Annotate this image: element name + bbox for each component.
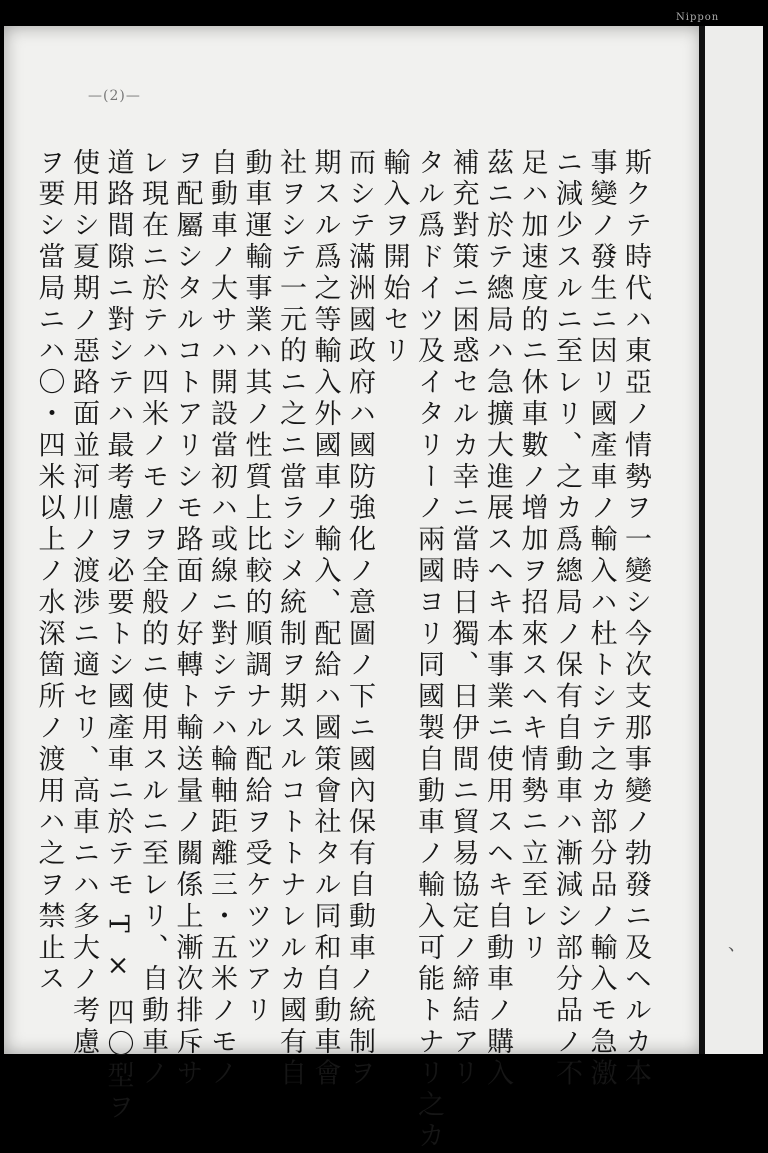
page-number: —(2)— — [88, 88, 141, 104]
text-column: 而シテ滿洲國政府ハ國防強化ノ意圖ノ下ニ國內保有自動車ノ統制ヲ — [344, 148, 375, 1090]
text-column: ヲ配屬シタルコトアリシモ路面ノ好轉ト輸送量ノ關係上漸次排斥サ — [171, 148, 203, 1090]
vertical-text-block — [33, 148, 651, 1153]
text-column: ニ減少スルニ至レリ、之カ爲總局ノ保有自動車ハ漸減シ部分品ノ不 — [551, 148, 582, 1090]
text-column: 茲ニ於テ總局ハ急擴大進展スヘキ本事業ニ使用スヘキ自動車ノ購入 — [482, 148, 513, 1090]
text-column: 輸入ヲ開始セリ — [378, 148, 410, 368]
text-column: 道路間隙ニ對シテハ最考慮ヲ必要トシ國產車ニ於テモ T × 四〇型ヲ — [102, 148, 134, 1124]
next-page-edge — [705, 26, 763, 1054]
text-column: タル爲ドイツ及イタリーノ兩國ヨリ同國製自動車ノ輸入可能トナリ之カ — [413, 148, 444, 1153]
text-column: 斯クテ時代ハ東亞ノ情勢ヲ一變シ今次支那事變ノ勃發ニ及ヘルカ本 — [620, 148, 651, 1090]
text-column: ヲ要シ當局ニハ〇・四米以上ノ水深箇所ノ渡用ハ之ヲ禁止ス — [33, 148, 65, 996]
text-column: 使用シ夏期ノ惡路面並河川ノ渡渉ニ適セリ、高車ニハ多大ノ考慮 — [68, 148, 99, 1059]
text-column: 補充對策ニ困惑セルカ幸ニ當時日獨、日伊間ニ貿易協定ノ締結アリ — [447, 148, 479, 1090]
text-column: 社ヲシテ一元的ニ之ニ當ラシメ統制ヲ期スルコトトナレルカ國有自 — [275, 148, 306, 1090]
text-column: 足ハ加速度的ニ休車數ノ增加ヲ招來スヘキ情勢ニ立至レリ — [516, 148, 548, 965]
corner-mark: Nippon — [676, 12, 720, 23]
text-column: 動車運輸事業ハ其ノ性質上比較的順調ナル配給ヲ受ケツツアリ — [240, 148, 272, 1028]
text-column: 期スル爲之等輸入外國車ノ輸入、配給ハ國策會社タル同和自動車會 — [309, 148, 341, 1090]
edge-mark: 、 — [728, 934, 746, 955]
text-column: レ現在ニ於テハ四米ノモノヲ全般的ニ使用スルニ至レリ、自動車ノ — [137, 148, 168, 1090]
text-column: 事變ノ發生ニ因リ國產車ノ輸入ハ杜トシテ之カ部分品ノ輸入モ急激 — [585, 148, 617, 1090]
text-column: 自動車ノ大サハ開設當初ハ或線ニ對シテハ輪軸距離三・五米ノモノ — [206, 148, 237, 1090]
